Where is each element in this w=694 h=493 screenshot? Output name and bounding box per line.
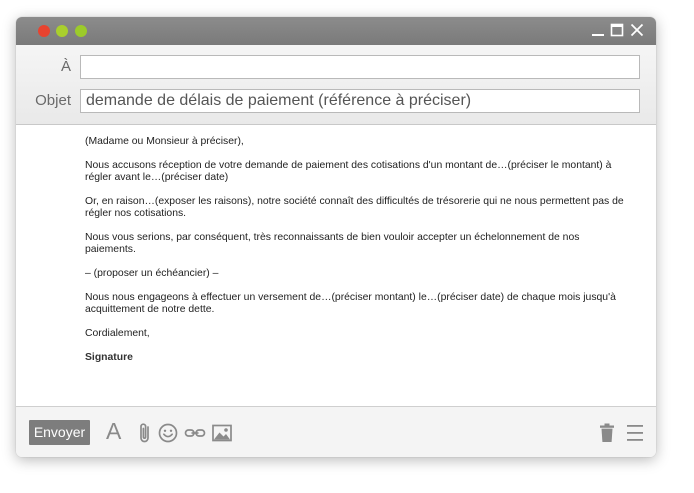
maximize-dot[interactable] — [75, 25, 87, 37]
send-button[interactable]: Envoyer — [29, 420, 90, 445]
emoji-icon[interactable] — [157, 421, 179, 445]
subject-input[interactable] — [80, 89, 640, 113]
signature: Signature — [85, 352, 133, 363]
title-bar — [16, 17, 656, 45]
message-body[interactable] — [85, 136, 630, 376]
to-input[interactable] — [80, 55, 640, 79]
body-paragraph: (Madame ou Monsieur à préciser), — [85, 136, 244, 147]
minimize-dot[interactable] — [56, 25, 68, 37]
image-icon[interactable] — [211, 421, 233, 445]
compose-header — [16, 45, 656, 125]
maximize-icon[interactable] — [609, 22, 625, 38]
body-paragraph: Or, en raison…(exposer les raisons), notre société connaît des difficultés de trésorerie qui ne nous permettent pas de régler nos cotisations. — [85, 196, 624, 219]
close-icon[interactable] — [629, 22, 645, 38]
subject-label: Objet — [35, 92, 71, 109]
font-icon[interactable]: A — [106, 418, 122, 444]
body-paragraph: Cordialement, — [85, 328, 150, 339]
compose-toolbar — [16, 406, 656, 457]
compose-window — [16, 17, 656, 457]
paperclip-icon[interactable] — [134, 421, 156, 445]
link-icon[interactable] — [184, 421, 206, 445]
minimize-icon[interactable] — [590, 22, 606, 38]
body-paragraph: Nous vous serions, par conséquent, très reconnaissants de bien vouloir accepter un échelonnement de nos paiements. — [85, 232, 580, 255]
trash-icon[interactable] — [596, 421, 618, 445]
body-paragraph: – (proposer un échéancier) – — [85, 268, 219, 279]
body-paragraph: Nous accusons réception de votre demande de paiement des cotisations d'un montant de…(préciser le montant) à régler avant le…(préciser date) — [85, 160, 612, 183]
to-label: À — [60, 58, 71, 75]
menu-icon[interactable] — [624, 421, 646, 445]
body-paragraph: Nous nous engageons à effectuer un versement de…(préciser montant) le…(préciser date) de chaque mois jusqu'à acquittement de notre dette. — [85, 292, 616, 315]
close-dot[interactable] — [38, 25, 50, 37]
